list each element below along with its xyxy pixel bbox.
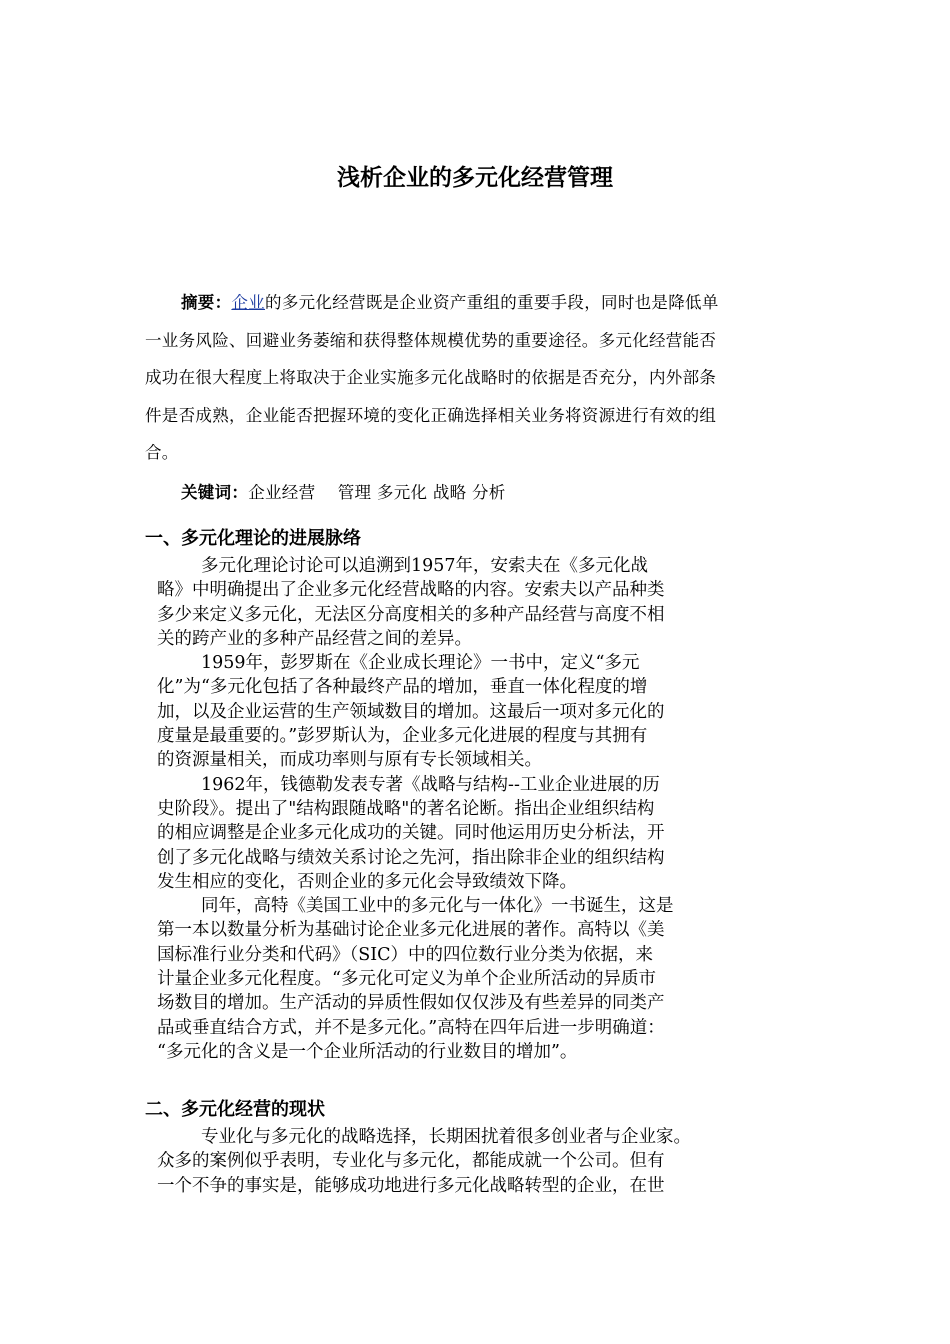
abstract-line: 合。 [145,443,179,462]
section-1 [145,524,825,1064]
paragraph-line: 众多的案例似乎表明，专业化与多元化，都能成就一个公司。但有 [157,1151,665,1172]
paragraph-line: 国标准行业分类和代码》（SIC）中的四位数行业分类为依据，来 [157,944,654,965]
paragraph-line: 度量是最重要的。”彭罗斯认为，企业多元化进展的程度与其拥有 [157,726,648,747]
paragraph-line: 关的跨产业的多种产品经营之间的差异。 [157,628,472,649]
paragraph-line: 发生相应的变化，否则企业的多元化会导致绩效下降。 [157,871,577,892]
paragraph-line: “多元化的含义是一个企业所活动的行业数目的增加”。 [157,1041,578,1062]
paragraph-line: 计量企业多元化程度。“多元化可定义为单个企业所活动的异质市 [157,969,656,990]
abstract-text: 的多元化经营既是企业资产重组的重要手段，同时也是降低单 [265,293,719,312]
section-1-heading: 一、多元化理论的进展脉络 [145,528,361,549]
paragraph-line: 专业化与多元化的战略选择，长期困扰着很多创业者与企业家。 [201,1127,691,1147]
abstract-line: 成功在很大程度上将取决于企业实施多元化战略时的依据是否充分，内外部条 [145,368,717,387]
paragraph-line: 场数目的增加。生产活动的异质性假如仅仅涉及有些差异的同类产 [157,993,665,1014]
paragraph-line: 创了多元化战略与绩效关系讨论之先河，指出除非企业的组织结构 [157,847,665,868]
paragraph-line: 1962年，钱德勒发表专著《战略与结构--工业企业进展的历 [201,774,660,795]
abstract-block [145,284,805,511]
paragraph-line: 多元化理论讨论可以追溯到1957年，安索夫在《多元化战 [201,556,649,576]
paragraph-line: 化”为“多元化包括了各种最终产品的增加，垂直一体化程度的增 [157,677,648,698]
section-2 [145,1095,825,1198]
abstract-label: 摘要： [181,293,232,312]
paragraph-line: 品或垂直结合方式，并不是多元化。”高特在四年后进一步明确道： [157,1017,665,1038]
keywords-line [145,474,805,512]
paragraph-line: 的资源量相关，而成功率则与原有专长领域相关。 [157,750,542,771]
paragraph-line: 加，以及企业运营的生产领域数目的增加。这最后一项对多元化的 [157,701,665,722]
section-2-heading: 二、多元化经营的现状 [145,1099,325,1120]
paragraph-line: 1959年，彭罗斯在《企业成长理论》一书中，定义“多元 [201,653,640,674]
keywords-label: 关键词： [181,482,249,502]
paragraph-line: 略》中明确提出了企业多元化经营战略的内容。安索夫以产品种类 [157,580,665,601]
paragraph-line: 同年，高特《美国工业中的多元化与一体化》一书诞生，这是 [201,896,674,917]
document-title: 浅析企业的多元化经营管理 [337,165,613,191]
abstract-line [145,284,805,322]
abstract-link-enterprise[interactable]: 企业 [231,293,266,312]
abstract-line: 件是否成熟，企业能否把握环境的变化正确选择相关业务将资源进行有效的组 [145,405,717,425]
keywords-text: 企业经营 管理 多元化 战略 分析 [248,482,506,502]
paragraph-line: 一个不争的事实是，能够成功地进行多元化战略转型的企业，在世 [157,1175,665,1196]
paragraph-line: 的相应调整是企业多元化成功的关键。同时他运用历史分析法，开 [157,823,665,844]
paragraph-line: 史阶段》。提出了"结构跟随战略"的著名论断。指出企业组织结构 [157,798,655,819]
abstract-line: 一业务风险、回避业务萎缩和获得整体规模优势的重要途径。多元化经营能否 [145,330,717,350]
paragraph-line: 多少来定义多元化，无法区分高度相关的多种产品经营与高度不相 [157,604,665,625]
paragraph-line: 第一本以数量分析为基础讨论企业多元化进展的著作。高特以《美 [157,920,665,941]
